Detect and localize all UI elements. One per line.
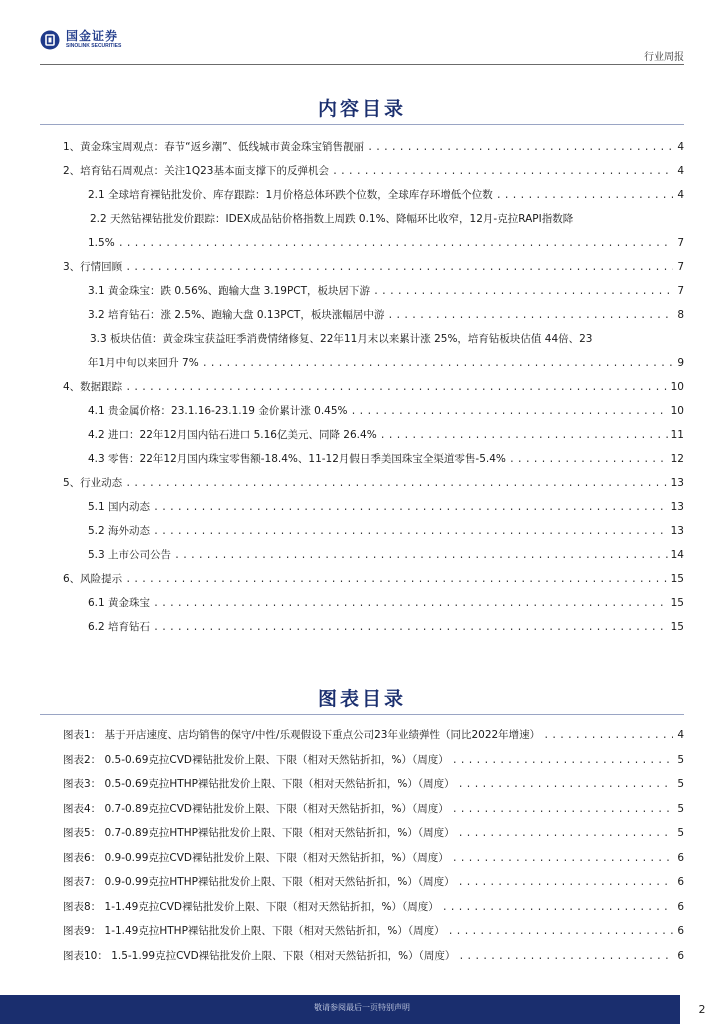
toc-entry-label: 5.1 国内动态 <box>88 501 151 513</box>
toc-entry-label: 图表9： 1-1.49克拉HTHP裸钻批发价上限、下限（相对天然钻折扣，%）（周度） <box>63 925 445 937</box>
toc-entry[interactable] <box>0 498 724 516</box>
logo-chinese-name: 国金证券 <box>66 29 119 43</box>
toc-entry-label: 2、培育钻石周观点：关注1Q23基本面支撑下的反弹机会 <box>63 165 329 177</box>
sinolink-logo-icon <box>40 30 60 50</box>
toc-entry-page: 6 <box>677 876 684 888</box>
dot-leader <box>125 476 667 494</box>
toc-entry-label: 4.2 进口：22年12月国内钻石进口 5.16亿美元、同降 26.4% <box>88 429 377 441</box>
toc-entry[interactable] <box>0 234 724 252</box>
toc-entry-label: 2.1 全球培育裸钻批发价、库存跟踪：1月价格总体环跌个位数，全球库存环增低个位数 <box>88 189 493 201</box>
page-number: 2 <box>680 995 724 1024</box>
toc-entry-label: 年1月中旬以来回升 7% <box>88 357 199 369</box>
toc-entry-page: 5 <box>677 827 684 839</box>
toc-title-divider <box>40 124 684 125</box>
toc-entry-page: 7 <box>677 237 684 249</box>
toc-entry[interactable] <box>0 849 724 867</box>
dot-leader <box>509 452 668 470</box>
dot-leader <box>387 308 673 326</box>
toc-entry-page: 6 <box>677 925 684 937</box>
dot-leader <box>125 572 667 590</box>
toc-entry-label: 图表10： 1.5-1.99克拉CVD裸钻批发价上限、下限（相对天然钻折扣，%）（周度） <box>63 949 456 962</box>
dot-leader <box>153 596 668 614</box>
toc-entry-page: 6 <box>677 900 684 913</box>
toc-entry[interactable] <box>0 546 724 564</box>
toc-entry[interactable] <box>0 898 724 916</box>
toc-entry[interactable] <box>0 162 724 180</box>
toc-entry[interactable] <box>0 186 724 204</box>
toc-entry[interactable] <box>0 800 724 818</box>
dot-leader <box>458 777 673 795</box>
toc-entry-page: 4 <box>677 189 684 201</box>
dot-leader <box>458 826 673 844</box>
toc-entry-label: 5.3 上市公司公告 <box>88 549 172 561</box>
dot-leader <box>118 236 673 254</box>
dot-leader <box>452 802 673 820</box>
toc-entry-page: 15 <box>670 597 684 609</box>
dot-leader <box>153 620 668 638</box>
toc-entry-label: 6.2 培育钻石 <box>88 621 151 633</box>
dot-leader <box>458 949 673 967</box>
toc-entry-page: 12 <box>670 453 684 465</box>
toc-entry-page: 15 <box>670 573 684 585</box>
toc-entry[interactable] <box>0 922 724 940</box>
toc-entry[interactable] <box>0 751 724 769</box>
toc-entry-page: 13 <box>670 477 684 489</box>
header-divider <box>40 64 684 65</box>
toc-entry-page: 9 <box>677 357 684 369</box>
dot-leader <box>543 728 673 746</box>
dot-leader <box>153 500 668 518</box>
toc-entry-label: 6、风险提示 <box>63 573 123 585</box>
charts-toc-title-divider <box>40 714 684 715</box>
dot-leader <box>367 140 673 158</box>
toc-entry-label: 4、数据跟踪 <box>63 381 123 393</box>
toc-entry-page: 5 <box>677 753 684 766</box>
dot-leader <box>373 284 673 302</box>
toc-entry[interactable] <box>0 474 724 492</box>
toc-entry-page: 13 <box>670 501 684 513</box>
toc-entry-label: 图表2： 0.5-0.69克拉CVD裸钻批发价上限、下限（相对天然钻折扣，%）（周度） <box>63 753 449 766</box>
toc-entry-page: 4 <box>677 165 684 177</box>
toc-entry-page: 6 <box>677 851 684 864</box>
toc-entry[interactable] <box>0 354 724 372</box>
dot-leader <box>351 404 668 422</box>
toc-entry[interactable] <box>0 138 724 156</box>
dot-leader <box>125 260 673 278</box>
toc-entry[interactable] <box>0 824 724 842</box>
toc-entry-label: 图表1： 基于开店速度、店均销售的保守/中性/乐观假设下重点公司23年业绩弹性（同比2022年增速） <box>63 729 541 741</box>
toc-entry[interactable] <box>0 570 724 588</box>
logo-english-name: SINOLINK SECURITIES <box>66 43 122 49</box>
toc-entry-page: 8 <box>677 309 684 321</box>
toc-entry-label: 图表4： 0.7-0.89克拉CVD裸钻批发价上限、下限（相对天然钻折扣，%）（周度） <box>63 802 449 815</box>
dot-leader <box>458 875 673 893</box>
toc-entry[interactable] <box>0 378 724 396</box>
toc-entry-page: 5 <box>677 778 684 790</box>
dot-leader <box>442 900 673 918</box>
dot-leader <box>448 924 673 942</box>
dot-leader <box>153 524 668 542</box>
toc-entry-label: 图表5： 0.7-0.89克拉HTHP裸钻批发价上限、下限（相对天然钻折扣，%）（周度） <box>63 827 455 839</box>
toc-entry[interactable] <box>0 594 724 612</box>
toc-entry[interactable] <box>0 330 724 348</box>
brand-logo <box>40 29 121 50</box>
dot-leader <box>332 164 673 182</box>
toc-title: 内容目录 <box>317 98 406 120</box>
toc-entry-label: 图表8： 1-1.49克拉CVD裸钻批发价上限、下限（相对天然钻折扣，%）（周度） <box>63 900 439 913</box>
toc-entry-label: 1、黄金珠宝周观点：春节“返乡潮”、低线城市黄金珠宝销售靓丽 <box>63 141 365 153</box>
report-type-label: 行业周报 <box>644 52 684 63</box>
toc-entry-label: 图表3： 0.5-0.69克拉HTHP裸钻批发价上限、下限（相对天然钻折扣，%）（周度） <box>63 778 455 790</box>
toc-entry-label: 2.2 天然钻裸钻批发价跟踪：IDEX成品钻价格指数上周跌 0.1%、降幅环比收窄，12月-克拉RAPI指数降 <box>90 213 574 225</box>
dot-leader <box>202 356 673 374</box>
toc-entry[interactable] <box>0 947 724 965</box>
toc-entry[interactable] <box>0 282 724 300</box>
footer-notice: 敬请参阅最后一页特别声明 <box>314 1003 410 1012</box>
toc-entry[interactable] <box>0 450 724 468</box>
page-header <box>0 0 724 64</box>
toc-entry[interactable] <box>0 426 724 444</box>
toc-entry[interactable] <box>0 522 724 540</box>
dot-leader <box>125 380 667 398</box>
toc-entry-label: 1.5% <box>88 237 115 249</box>
toc-entry-label: 3.3 板块估值：黄金珠宝获益旺季消费情绪修复、22年11月末以来累计涨 25%，培育钻板块估值 44倍、23 <box>90 333 593 345</box>
toc-entry-page: 4 <box>677 141 684 153</box>
toc-entry-label: 3、行情回顾 <box>63 261 123 273</box>
toc-entry-page: 5 <box>677 802 684 815</box>
toc-entry-label: 5、行业动态 <box>63 477 123 489</box>
toc-entry-page: 15 <box>670 621 684 633</box>
dot-leader <box>174 548 668 566</box>
charts-toc-title: 图表目录 <box>317 688 406 710</box>
dot-leader <box>452 851 673 869</box>
toc-entry-page: 11 <box>670 429 684 441</box>
toc-entry-page: 14 <box>670 549 684 561</box>
dot-leader <box>452 753 673 771</box>
toc-entry-label: 3.1 黄金珠宝：跌 0.56%、跑输大盘 3.19PCT，板块居下游 <box>88 285 371 297</box>
toc-entry[interactable] <box>0 402 724 420</box>
toc-entry-page: 4 <box>677 729 684 741</box>
toc-entry[interactable] <box>0 258 724 276</box>
toc-entry-page: 7 <box>677 261 684 273</box>
toc-entry-label: 图表7： 0.9-0.99克拉HTHP裸钻批发价上限、下限（相对天然钻折扣，%）（周度） <box>63 876 455 888</box>
toc-entry-label: 5.2 海外动态 <box>88 525 151 537</box>
toc-entry-label: 图表6： 0.9-0.99克拉CVD裸钻批发价上限、下限（相对天然钻折扣，%）（周度） <box>63 851 449 864</box>
toc-entry-label: 3.2 培育钻石：涨 2.5%、跑输大盘 0.13PCT，板块涨幅居中游 <box>88 309 385 321</box>
toc-entry-page: 7 <box>677 285 684 297</box>
toc-entry-page: 10 <box>670 381 684 393</box>
toc-entry-page: 6 <box>677 949 684 962</box>
toc-entry-label: 4.3 零售：22年12月国内珠宝零售额-18.4%、11-12月假日季美国珠宝全渠道零售-5.4% <box>88 453 506 465</box>
dot-leader <box>380 428 668 446</box>
dot-leader <box>496 188 673 206</box>
toc-entry[interactable] <box>0 775 724 793</box>
toc-entry[interactable] <box>0 726 724 744</box>
toc-entry-page: 13 <box>670 525 684 537</box>
toc-entry-page: 10 <box>670 405 684 417</box>
toc-entry-label: 4.1 贵金属价格：23.1.16-23.1.19 金价累计涨 0.45% <box>88 405 348 417</box>
toc-entry[interactable] <box>0 873 724 891</box>
toc-entry[interactable] <box>0 306 724 324</box>
toc-entry[interactable] <box>0 618 724 636</box>
toc-entry[interactable] <box>0 210 724 228</box>
toc-entry-label: 6.1 黄金珠宝 <box>88 597 151 609</box>
